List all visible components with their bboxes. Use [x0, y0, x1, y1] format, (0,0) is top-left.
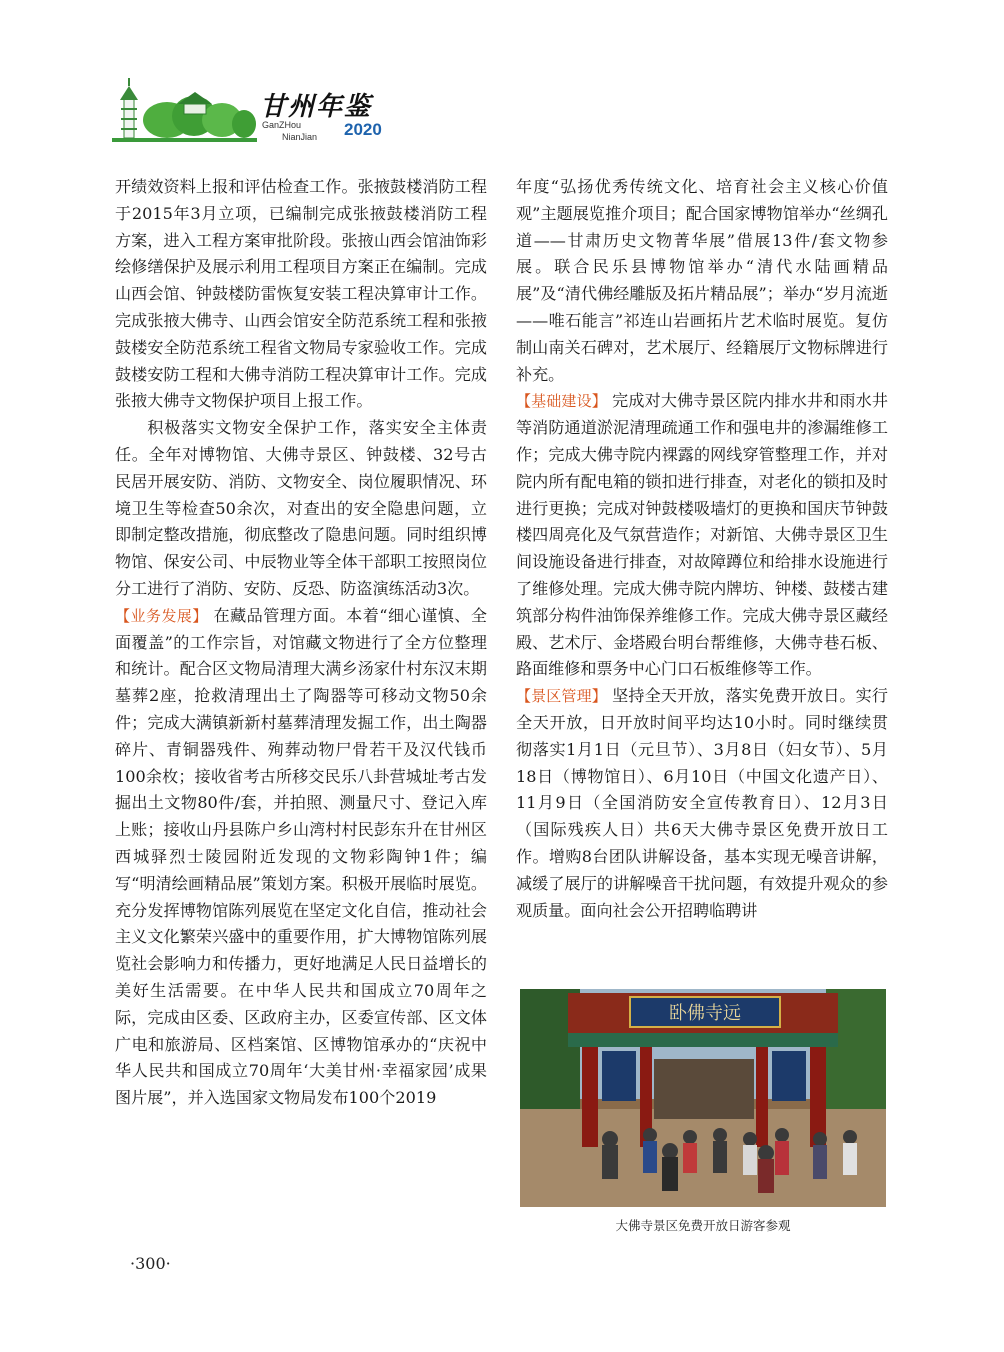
- right-column: [516, 174, 888, 924]
- paragraph-text: 完成对大佛寺景区院内排水井和雨水井等消防通道淤泥清理疏通工作和强电井的渗漏维修工作；完成大佛寺院内裸露的网线穿管整理工作，并对院内所有配电箱的锁扣进行排查，对老化的锁扣及时进行更换；完成对钟鼓楼吸墙灯的更换和国庆节钟鼓楼四周亮化及气氛营造作；对新馆、大佛寺景区卫生间设施设备进行排查，对故障蹲位和给排水设施进行了维修处理。完成大佛寺院内牌坊、钟楼、鼓楼古建筑部分构件油饰保养维修工作。完成大佛寺景区藏经殿、艺术厅、金塔殿台明台帮维修，大佛寺巷石板、路面维修和票务中心门口石板维修等工作。: [516, 391, 888, 679]
- pagoda-landscape-logo: [112, 76, 257, 146]
- gate-sign-text: 卧佛寺远: [669, 1003, 741, 1024]
- section-tag: 【业务发展】: [115, 606, 208, 625]
- temple-visitors-photo: [520, 989, 886, 1207]
- photo-caption: 大佛寺景区免费开放日游客参观: [615, 1218, 791, 1233]
- left-column: [115, 174, 487, 1112]
- page-number: ·300·: [130, 1254, 171, 1273]
- paragraph-text: 在藏品管理方面。本着“细心谨慎、全面覆盖”的工作宗旨，对馆藏文物进行了全方位整理和统计。配合区文物局清理大满乡汤家什村东汉末期墓葬2座，抢救清理出土了陶器等可移动文物50余件；完成大满镇新新村墓葬清理发掘工作，出土陶器碎片、青铜器残件、殉葬动物尸骨若干及汉代钱币100余枚；接收省考古所移交民乐八卦营城址考古发掘出土文物80件/套，并拍照、测量尺寸、登记入库上账；接收山丹县陈户乡山湾村村民彭东升在甘州区西城驿烈士陵园附近发现的文物彩陶钟1件；编写“明清绘画精品展”策划方案。积极开展临时展览。充分发挥博物馆陈列展览在坚定文化自信，推动社会主义文化繁荣兴盛中的重要作用，扩大博物馆陈列展览社会影响力和传播力，更好地满足人民日益增长的美好生活需要。在中华人民共和国成立70周年之际，完成由区委、区政府主办，区委宣传部、区文体广电和旅游局、区档案馆、区博物馆承办的“庆祝中华人民共和国成立70周年‘大美甘州·幸福家园’成果图片展”，并入选国家文物局发布100个2019: [115, 605, 487, 1108]
- paragraph-text: 坚持全天开放，落实免费开放日。实行全天开放，日开放时间平均达10小时。同时继续贯彻落实1月1日（元旦节）、3月8日（妇女节）、5月18日（博物馆日）、6月10日（中国文化遗产日）、11月9日（全国消防安全宣传教育日）、12月3日（国际残疾人日）共6天大佛寺景区免费开放日工作。增购8台团队讲解设备，基本实现无噪音讲解，减缓了展厅的讲解噪音干扰问题，有效提升观众的参观质量。面向社会公开招聘临聘讲: [516, 686, 888, 920]
- yearbook-title: 甘州年鉴: [260, 92, 373, 122]
- header: [112, 76, 412, 146]
- paragraph: [516, 683, 888, 924]
- paragraph: 积极落实文物安全保护工作，落实安全主体责任。全年对博物馆、大佛寺景区、钟鼓楼、32号古民居开展安防、消防、文物安全、岗位履职情况、环境卫生等检查50余次，对查出的安全隐患问题，立即制定整改措施，彻底整改了隐患问题。同时组织博物馆、保安公司、中辰物业等全体干部职工按照岗位分工进行了消防、安防、反恐、防盗演练活动3次。: [115, 418, 487, 598]
- photo-illustration: [520, 989, 886, 1207]
- yearbook-subtitle-1: GanZHou: [262, 120, 302, 130]
- yearbook-year: 2020: [344, 120, 382, 139]
- paragraph: [516, 388, 888, 683]
- yearbook-subtitle-2: NianJian: [282, 132, 318, 142]
- paragraph: 开绩效资料上报和评估检查工作。张掖鼓楼消防工程于2015年3月立项，已编制完成张掖鼓楼消防工程方案，进入工程方案审批阶段。张掖山西会馆油饰彩绘修缮保护及展示利用工程项目方案正在编制。完成山西会馆、钟鼓楼防雷恢复安装工程决算审计工作。完成张掖大佛寺、山西会馆安全防范系统工程和张掖鼓楼安全防范系统工程省文物局专家验收工作。完成鼓楼安防工程和大佛寺消防工程决算审计工作。完成张掖大佛寺文物保护项目上报工作。: [115, 177, 487, 411]
- section-tag: 【景区管理】: [516, 687, 607, 706]
- paragraph: [115, 603, 487, 1112]
- paragraph: 年度“弘扬优秀传统文化、培育社会主义核心价值观”主题展览推介项目；配合国家博物馆举办“丝绸孔道——甘肃历史文物菁华展”借展13件/套文物参展。联合民乐县博物馆举办“清代水陆画精品展”及“清代佛经雕版及拓片精品展”；举办“岁月流逝——唯石能言”祁连山岩画拓片艺术临时展览。复仿制山南关石碑对，艺术展厅、经籍展厅文物标牌进行补充。: [516, 177, 888, 384]
- section-tag: 【基础建设】: [516, 392, 607, 411]
